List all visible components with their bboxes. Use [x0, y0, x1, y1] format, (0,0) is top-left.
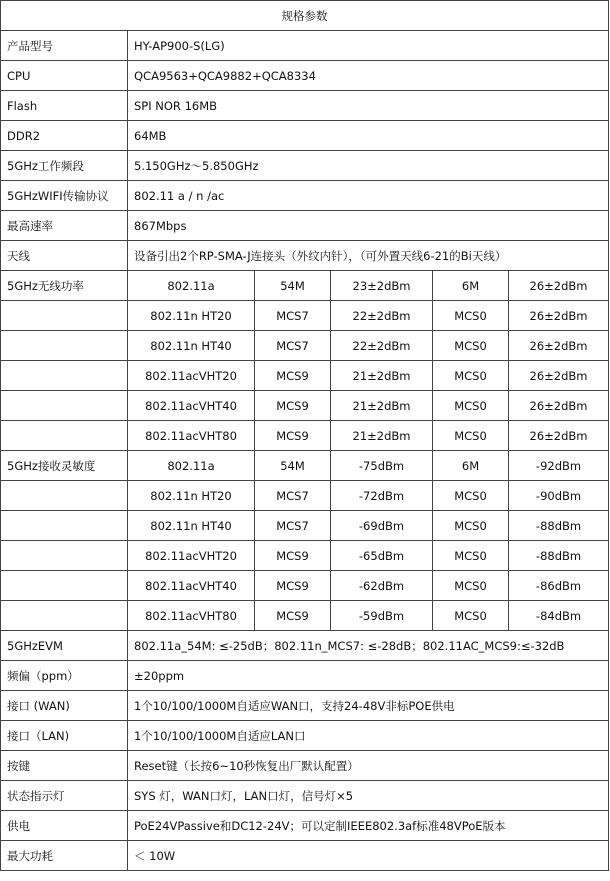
row-label: 产品型号 [1, 31, 128, 61]
rate-cell: MCS9 [255, 601, 331, 631]
row-label: 按键 [1, 751, 128, 781]
row-value: 64MB [128, 121, 609, 151]
row-value: 5.150GHz～5.850GHz [128, 151, 609, 181]
table-row [1, 271, 609, 301]
rate-cell: MCS9 [255, 541, 331, 571]
mode-cell: 802.11acVHT20 [128, 361, 255, 391]
row-value: 867Mbps [128, 211, 609, 241]
table-row [1, 451, 609, 481]
table-row [1, 61, 609, 91]
level-cell: 22±2dBm [331, 301, 433, 331]
rate-cell: MCS7 [255, 331, 331, 361]
row-value: ＜ 10W [128, 841, 609, 871]
table-row [1, 481, 609, 511]
mode-cell: 802.11acVHT80 [128, 601, 255, 631]
level-cell: 26±2dBm [509, 391, 609, 421]
rate-cell: MCS0 [433, 511, 509, 541]
mode-cell: 802.11n HT20 [128, 481, 255, 511]
table-row [1, 781, 609, 811]
row-value: HY-AP900-S(LG) [128, 31, 609, 61]
rate-cell: MCS0 [433, 571, 509, 601]
table-row [1, 571, 609, 601]
rate-cell: 6M [433, 451, 509, 481]
row-label: DDR2 [1, 121, 128, 151]
table-row [1, 631, 609, 661]
group-label-blank [1, 511, 128, 541]
rate-cell: MCS0 [433, 541, 509, 571]
row-label: 5GHzWIFI传输协议 [1, 181, 128, 211]
mode-cell: 802.11n HT20 [128, 301, 255, 331]
level-cell: 23±2dBm [331, 271, 433, 301]
level-cell: -90dBm [509, 481, 609, 511]
row-label: Flash [1, 91, 128, 121]
rate-cell: 6M [433, 271, 509, 301]
level-cell: -65dBm [331, 541, 433, 571]
table-row [1, 661, 609, 691]
row-value: 设备引出2个RP-SMA-J连接头（外纹内针），（可外置天线6-21的Bi天线） [128, 241, 609, 271]
row-label: 最大功耗 [1, 841, 128, 871]
table-row [1, 421, 609, 451]
group-label-blank [1, 391, 128, 421]
rate-cell: MCS7 [255, 511, 331, 541]
level-cell: -75dBm [331, 451, 433, 481]
rate-cell: MCS0 [433, 301, 509, 331]
rate-cell: MCS9 [255, 391, 331, 421]
mode-cell: 802.11n HT40 [128, 331, 255, 361]
table-row [1, 811, 609, 841]
table-title: 规格参数 [1, 1, 609, 31]
level-cell: -72dBm [331, 481, 433, 511]
row-label: 最高速率 [1, 211, 128, 241]
rate-cell: MCS0 [433, 421, 509, 451]
level-cell: 26±2dBm [509, 331, 609, 361]
level-cell: -92dBm [509, 451, 609, 481]
group-label-blank [1, 331, 128, 361]
level-cell: -69dBm [331, 511, 433, 541]
row-label: 5GHz工作频段 [1, 151, 128, 181]
level-cell: -62dBm [331, 571, 433, 601]
row-label: 5GHzEVM [1, 631, 128, 661]
table-row [1, 151, 609, 181]
level-cell: -84dBm [509, 601, 609, 631]
table-row [1, 601, 609, 631]
mode-cell: 802.11acVHT40 [128, 391, 255, 421]
level-cell: 21±2dBm [331, 391, 433, 421]
row-value: 1个10/100/1000M自适应WAN口，支持24-48V非标POE供电 [128, 691, 609, 721]
row-label: 供电 [1, 811, 128, 841]
level-cell: -88dBm [509, 541, 609, 571]
table-row [1, 331, 609, 361]
group-label-blank [1, 481, 128, 511]
table-row [1, 541, 609, 571]
table-row [1, 361, 609, 391]
row-label: 天线 [1, 241, 128, 271]
level-cell: 26±2dBm [509, 271, 609, 301]
row-value: SYS 灯，WAN口灯，LAN口灯，信号灯×5 [128, 781, 609, 811]
row-label: CPU [1, 61, 128, 91]
group-label-blank [1, 421, 128, 451]
level-cell: 26±2dBm [509, 421, 609, 451]
title-row [1, 1, 609, 31]
rate-cell: MCS7 [255, 301, 331, 331]
rate-cell: 54M [255, 451, 331, 481]
table-row [1, 511, 609, 541]
group-label: 5GHz无线功率 [1, 271, 128, 301]
mode-cell: 802.11a [128, 271, 255, 301]
rate-cell: MCS0 [433, 331, 509, 361]
row-value: PoE24VPassive和DC12-24V；可以定制IEEE802.3af标准48VPoE版本 [128, 811, 609, 841]
row-label: 频偏（ppm） [1, 661, 128, 691]
table-row [1, 31, 609, 61]
row-value: 1个10/100/1000M自适应LAN口 [128, 721, 609, 751]
level-cell: -86dBm [509, 571, 609, 601]
table-row [1, 241, 609, 271]
table-row [1, 391, 609, 421]
level-cell: 21±2dBm [331, 421, 433, 451]
rate-cell: MCS0 [433, 601, 509, 631]
level-cell: 21±2dBm [331, 361, 433, 391]
row-value: ±20ppm [128, 661, 609, 691]
table-row [1, 211, 609, 241]
rate-cell: MCS9 [255, 361, 331, 391]
rate-cell: MCS0 [433, 391, 509, 421]
row-value: Reset键（长按6~10秒恢复出厂默认配置） [128, 751, 609, 781]
group-label-blank [1, 541, 128, 571]
rate-cell: 54M [255, 271, 331, 301]
row-value: SPI NOR 16MB [128, 91, 609, 121]
row-value: 802.11a_54M: ≤-25dB；802.11n_MCS7: ≤-28dB；802.11AC_MCS9:≤-32dB [128, 631, 609, 661]
row-label: 接口 (WAN) [1, 691, 128, 721]
level-cell: -88dBm [509, 511, 609, 541]
group-label: 5GHz接收灵敏度 [1, 451, 128, 481]
level-cell: -59dBm [331, 601, 433, 631]
level-cell: 22±2dBm [331, 331, 433, 361]
mode-cell: 802.11acVHT20 [128, 541, 255, 571]
mode-cell: 802.11acVHT40 [128, 571, 255, 601]
mode-cell: 802.11a [128, 451, 255, 481]
rate-cell: MCS0 [433, 361, 509, 391]
table-row [1, 841, 609, 871]
rate-cell: MCS9 [255, 571, 331, 601]
group-label-blank [1, 601, 128, 631]
table-row [1, 181, 609, 211]
group-label-blank [1, 301, 128, 331]
row-value: QCA9563+QCA9882+QCA8334 [128, 61, 609, 91]
table-row [1, 691, 609, 721]
table-row [1, 721, 609, 751]
row-label: 接口（LAN) [1, 721, 128, 751]
rate-cell: MCS9 [255, 421, 331, 451]
row-value: 802.11 a / n /ac [128, 181, 609, 211]
table-row [1, 91, 609, 121]
rate-cell: MCS7 [255, 481, 331, 511]
table-row [1, 121, 609, 151]
table-row [1, 751, 609, 781]
level-cell: 26±2dBm [509, 301, 609, 331]
mode-cell: 802.11n HT40 [128, 511, 255, 541]
group-label-blank [1, 361, 128, 391]
row-label: 状态指示灯 [1, 781, 128, 811]
table-row [1, 301, 609, 331]
mode-cell: 802.11acVHT80 [128, 421, 255, 451]
group-label-blank [1, 571, 128, 601]
level-cell: 26±2dBm [509, 361, 609, 391]
rate-cell: MCS0 [433, 481, 509, 511]
